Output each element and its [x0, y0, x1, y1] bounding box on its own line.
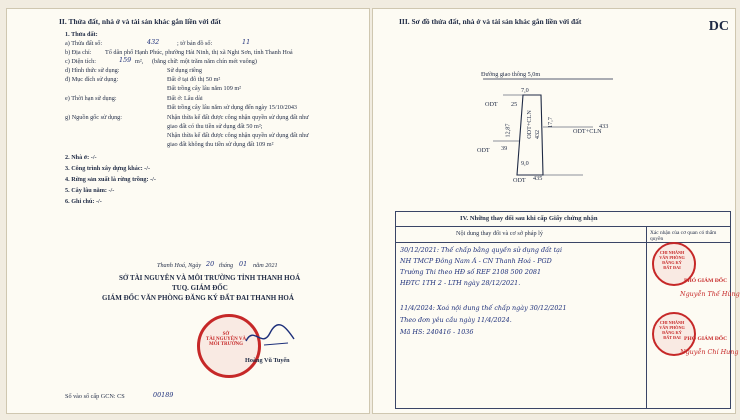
changes-title: IV. Những thay đổi sau khi cấp Giấy chứng nhận	[460, 215, 598, 222]
forest-line: 4. Rừng sản xuất là rừng trồng: -/-	[65, 176, 156, 183]
area-value: 159	[119, 56, 132, 64]
neighbor-odt-39: ODT	[477, 147, 490, 154]
issue-year: năm 2021	[253, 262, 278, 269]
authority-name: SỞ TÀI NGUYÊN VÀ MÔI TRƯỜNG TỈNH THANH HOÁ	[119, 274, 301, 282]
origin-3: Nhận thừa kế đất được công nhận quyền sử dụng đất như	[167, 132, 309, 139]
seal-text: SỞ TÀI NGUYÊN VÀ MÔI TRƯỜNG	[205, 332, 247, 347]
deputy-title-2: PHÓ GIÁM ĐỐC	[684, 336, 728, 342]
sidebar-code: DC	[708, 19, 729, 34]
entry1-line4: HĐTC 1TH 2 - LTH ngày 28/12/2021.	[400, 279, 521, 287]
parcel-number: 432	[147, 38, 160, 46]
dim-left: 12,87	[504, 123, 512, 138]
origin-1: Nhận thừa kế đất được công nhận quyền sử dụng đất như	[167, 114, 309, 121]
neighbor-odt-25: ODT	[485, 101, 498, 108]
perennial-line: 5. Cây lâu năm: -/-	[65, 187, 115, 194]
section-title-ii: II. Thửa đất, nhà ở và tài sản khác gắn liền với đất	[59, 17, 221, 26]
director-signature	[242, 321, 302, 351]
map-label: ; tờ bản đồ số:	[177, 40, 213, 47]
address-value: Tổ dân phố Hạnh Phúc, phường Hải Ninh, thị xã Nghi Sơn, tỉnh Thanh Hoá	[105, 49, 293, 56]
origin-4: giao đất không thu tiền sử dụng đất 109 m²	[167, 141, 274, 148]
issue-month: 01	[239, 260, 248, 268]
form-label: d) Hình thức sử dụng:	[65, 67, 120, 74]
deputy-sign-1: Nguyễn Thế Hùng	[680, 290, 740, 298]
entry2-line1: 11/4/2024: Xoá nội dung thế chấp ngày 30/12/2021	[400, 304, 567, 312]
road-label: Đường giao thông 5,0m	[481, 71, 541, 78]
parcel-sketch	[463, 65, 633, 195]
construction-line: 3. Công trình xây dựng khác: -/-	[65, 165, 151, 172]
entry1-line3: Trường Thi theo HĐ số REF 2108 500 2081	[400, 268, 542, 276]
form-value: Sử dụng riêng	[167, 67, 202, 74]
dim-top: 7,0	[521, 87, 529, 94]
office-seal-1-text: CHI NHÁNH VĂN PHÒNG ĐĂNG KÝ ĐẤT ĐAI	[659, 250, 685, 270]
address-label: b) Địa chỉ:	[65, 49, 92, 56]
neighbor-odt-435: ODT	[513, 177, 526, 184]
area-unit: m²,	[135, 58, 144, 65]
entry2-line3: Mã HS: 240416 - 1036	[400, 328, 474, 336]
certificate-page-iii-iv	[372, 8, 740, 414]
house-line: 2. Nhà ở: -/-	[65, 154, 97, 161]
entry1-line1: 30/12/2021: Thế chấp bằng quyền sử dụng đất tại	[400, 246, 563, 254]
col-confirm-header: Xác nhận của cơ quan có thẩm quyền	[650, 230, 717, 242]
deputy-sign-2: Nguyễn Chí Hưng	[680, 348, 739, 356]
purpose-label: đ) Mục đích sử dụng:	[65, 76, 119, 83]
on-behalf: TUQ. GIÁM ĐỐC	[172, 284, 228, 292]
neighbor-25-no: 25	[511, 101, 518, 108]
area-label: c) Diện tích:	[65, 58, 96, 65]
purpose-1: Đất ở tại đô thị 50 m²	[167, 76, 221, 83]
notes-line: 6. Ghi chú: -/-	[65, 198, 102, 205]
map-number: 11	[242, 38, 251, 46]
issue-date-prefix: Thanh Hoá, Ngày	[157, 262, 202, 269]
parcel-label: a) Thửa đất số:	[65, 40, 103, 47]
signer-name: Hoàng Vũ Tuyến	[245, 357, 290, 364]
section-title-iii: III. Sơ đồ thửa đất, nhà ở và tài sản khác gắn liền với đất	[399, 17, 582, 26]
certificate-page-ii	[6, 8, 370, 414]
origin-2: giao đất có thu tiền sử dụng đất 50 m²;	[167, 123, 263, 130]
entry1-line2: NH TMCP Đông Nam Á - CN Thanh Hoá - PGD	[400, 257, 552, 265]
dim-right: 17,7	[546, 117, 554, 128]
area-words: (bằng chữ: một trăm năm chín mét vuông)	[152, 58, 257, 65]
changes-table	[395, 211, 740, 409]
term-label: e) Thời hạn sử dụng:	[65, 95, 117, 102]
purpose-2: Đất trồng cây lâu năm 109 m²	[167, 85, 242, 92]
col-content-header: Nội dung thay đổi và cơ sở pháp lý	[456, 230, 543, 237]
director-title: GIÁM ĐỐC VĂN PHÒNG ĐĂNG KÝ ĐẤT ĐAI THANH HOÁ	[102, 294, 294, 302]
issue-day: 20	[206, 260, 215, 268]
neighbor-435-no: 435	[533, 175, 543, 182]
term-1: Đất ở: Lâu dài	[167, 95, 203, 102]
dim-bottom: 9,0	[521, 160, 529, 167]
neighbor-433-no: 433	[599, 123, 609, 130]
origin-label: g) Nguồn gốc sử dụng:	[65, 114, 122, 121]
land-subsection: 1. Thửa đất:	[65, 31, 98, 38]
neighbor-odt-433: ODT+CLN	[573, 128, 602, 135]
plot-number: 432	[534, 129, 542, 140]
cert-register-label: Số vào sổ cấp GCN: CS	[65, 393, 125, 400]
issue-month-label: tháng	[219, 262, 234, 269]
entry2-line2: Theo đơn yêu cầu ngày 11/4/2024.	[400, 316, 512, 324]
plot-label: ODT+CLN	[525, 110, 533, 139]
deputy-title-1: PHÓ GIÁM ĐỐC	[684, 278, 728, 284]
office-seal-2-text: CHI NHÁNH VĂN PHÒNG ĐĂNG KÝ ĐẤT ĐAI	[659, 320, 685, 340]
neighbor-39-no: 39	[501, 145, 508, 152]
cert-register-number: 00189	[153, 391, 174, 399]
term-2: Đất trồng cây lâu năm sử dụng đến ngày 15/10/2043	[167, 104, 298, 111]
